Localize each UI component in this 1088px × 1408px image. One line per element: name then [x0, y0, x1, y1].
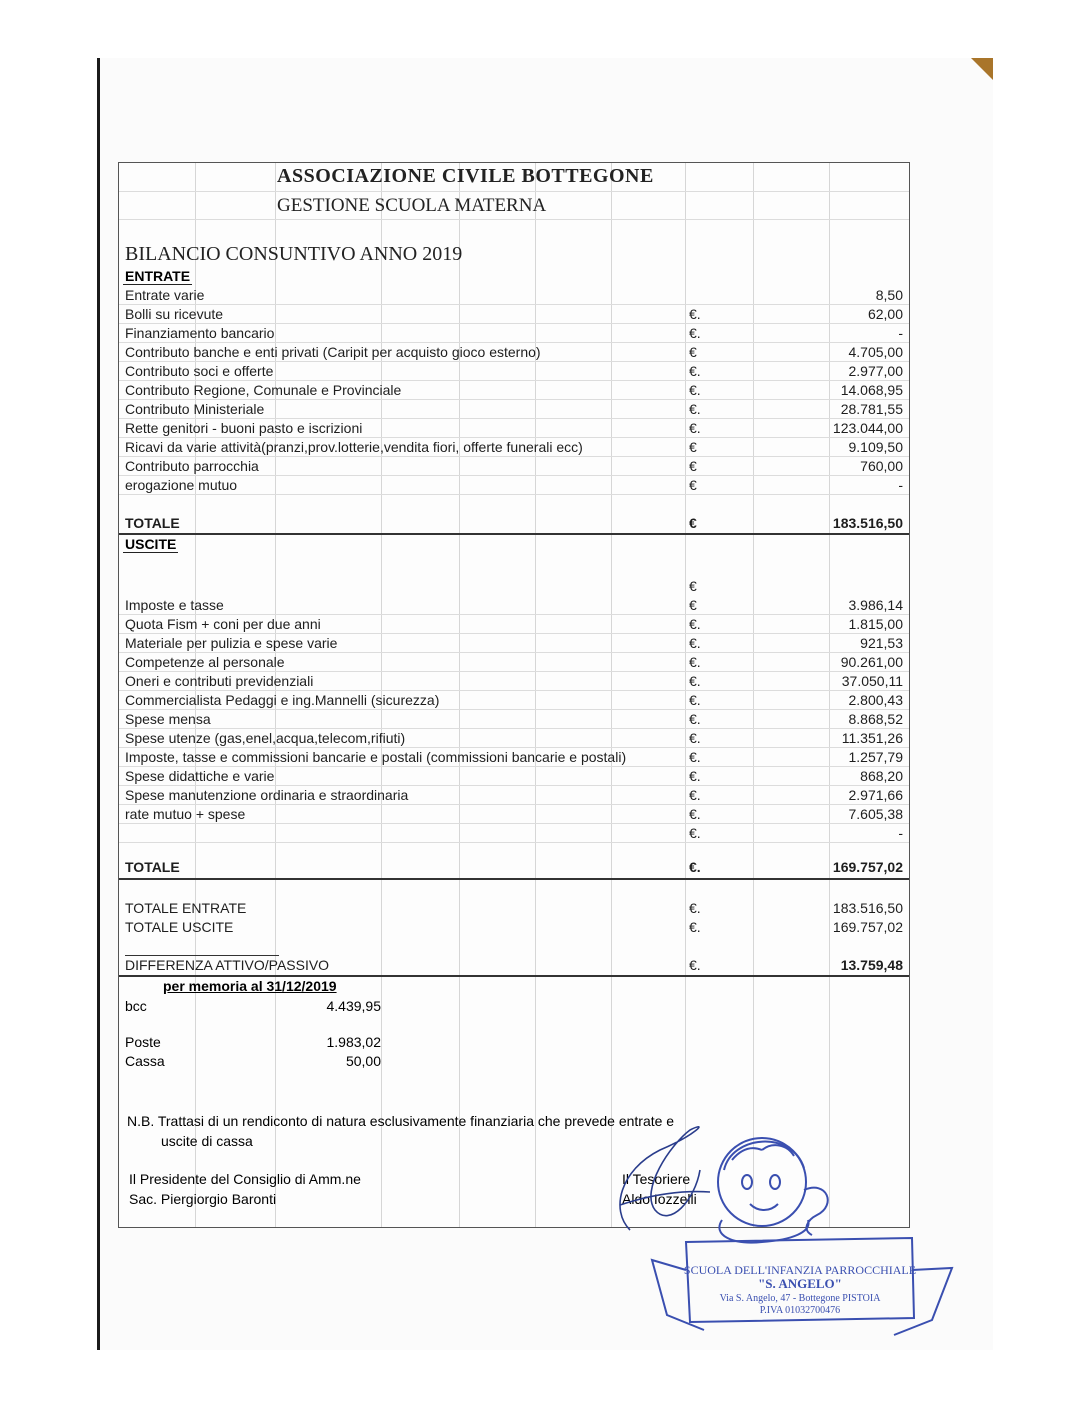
- entrate-label: Finanziamento bancario: [125, 325, 275, 341]
- uscite-currency: €.: [689, 711, 701, 727]
- uscite-currency: €.: [689, 616, 701, 632]
- uscite-label: rate mutuo + spese: [125, 806, 246, 822]
- section-rule: [119, 533, 909, 535]
- entrate-value: 14.068,95: [840, 382, 903, 398]
- entrate-label: Contributo Regione, Comunale e Provinciale: [125, 382, 402, 398]
- entrate-value: 62,00: [867, 306, 903, 322]
- memo-row-poste: [125, 1033, 381, 1052]
- uscite-currency: €.: [689, 692, 701, 708]
- uscite-row: [119, 672, 909, 691]
- entrate-currency: €.: [689, 363, 701, 379]
- entrate-value: 760,00: [860, 458, 903, 474]
- summary-entrate-row: [119, 899, 909, 918]
- uscite-value: 37.050,11: [841, 673, 903, 689]
- section-rule: [119, 878, 909, 880]
- uscite-value: 90.261,00: [840, 654, 903, 670]
- uscite-currency: €.: [689, 635, 701, 651]
- uscite-currency: €.: [689, 749, 701, 765]
- uscite-value: 3.986,14: [848, 597, 903, 613]
- uscite-label: Competenze al personale: [125, 654, 285, 670]
- memo-label: Poste: [125, 1034, 161, 1050]
- uscite-label: Materiale per pulizia e spese varie: [125, 635, 338, 651]
- uscite-value: 868,20: [860, 768, 903, 784]
- summary-entrate-label: TOTALE ENTRATE: [125, 900, 247, 916]
- entrate-value: 123.044,00: [832, 420, 903, 436]
- uscite-currency: €.: [689, 673, 701, 689]
- note-line-1: N.B. Trattasi di un rendiconto di natura esclusivamente finanziaria che prevede entrate e: [127, 1113, 675, 1129]
- entrate-currency: €.: [689, 325, 701, 341]
- uscite-label: Spese manutenzione ordinaria e straordinaria: [125, 787, 409, 803]
- memo-label: Cassa: [125, 1053, 165, 1069]
- note-line-2: uscite di cassa: [161, 1133, 253, 1149]
- entrate-currency: €.: [689, 306, 701, 322]
- org-title: ASSOCIAZIONE CIVILE BOTTEGONE: [277, 165, 654, 187]
- grid-row-line: [119, 494, 909, 495]
- uscite-row: [119, 653, 909, 672]
- uscite-value: 1.815,00: [848, 616, 903, 632]
- balance-sheet-table: [118, 162, 910, 1228]
- memo-row-bcc: [125, 997, 381, 1016]
- entrate-row: [119, 362, 909, 381]
- uscite-total-row: [119, 858, 909, 877]
- uscite-label: Imposte, tasse e commissioni bancarie e postali (commissioni bancarie e postali): [125, 749, 627, 765]
- entrate-row: [119, 457, 909, 476]
- uscite-value: 2.971,66: [848, 787, 903, 803]
- uscite-currency: €.: [689, 825, 701, 841]
- difference-row: [119, 956, 909, 975]
- entrate-label: Entrate varie: [125, 287, 205, 303]
- summary-entrate-value: 183.516,50: [832, 900, 903, 916]
- entrate-row: [119, 381, 909, 400]
- uscite-blank-row: [119, 577, 909, 596]
- entrate-currency: €: [689, 477, 697, 493]
- memo-title: per memoria al 31/12/2019: [163, 978, 337, 994]
- school-stamp-icon: [612, 1120, 972, 1350]
- entrate-currency: €: [689, 344, 697, 360]
- uscite-value: 2.800,43: [848, 692, 903, 708]
- uscite-label: Quota Fism + coni per due anni: [125, 616, 321, 632]
- grid-row-line: [119, 191, 909, 192]
- uscite-row: [119, 748, 909, 767]
- uscite-value: -: [898, 825, 903, 841]
- entrate-row: [119, 343, 909, 362]
- entrate-total-value: 183.516,50: [832, 515, 903, 531]
- president-role: Il Presidente del Consiglio di Amm.ne: [129, 1171, 361, 1187]
- memo-value: 4.439,95: [326, 998, 381, 1014]
- uscite-label: Commercialista Pedaggi e ing.Mannelli (sicurezza): [125, 692, 440, 708]
- entrate-label: erogazione mutuo: [125, 477, 238, 493]
- uscite-value: 921,53: [860, 635, 903, 651]
- uscite-label: Imposte e tasse: [125, 597, 224, 613]
- entrate-currency: €.: [689, 420, 701, 436]
- page-corner: [971, 58, 993, 80]
- uscite-label: Spese utenze (gas,enel,acqua,telecom,rifiuti): [125, 730, 406, 746]
- uscite-currency: €.: [689, 654, 701, 670]
- entrate-value: 2.977,00: [848, 363, 903, 379]
- entrate-label: Rette genitori - buoni pasto e iscrizioni: [125, 420, 363, 436]
- entrate-section-title: ENTRATE: [125, 268, 191, 284]
- uscite-total-currency: €.: [689, 859, 701, 875]
- summary-uscite-currency: €.: [689, 919, 701, 935]
- org-subtitle: GESTIONE SCUOLA MATERNA: [277, 195, 547, 216]
- president-name: Sac. Piergiorgio Baronti: [129, 1191, 277, 1207]
- uscite-currency: €.: [689, 730, 701, 746]
- uscite-row: [119, 805, 909, 824]
- treasurer-name: Aldo Iozzelli: [622, 1191, 697, 1207]
- summary-uscite-label: TOTALE USCITE: [125, 919, 234, 935]
- entrate-label: Contributo soci e offerte: [125, 363, 274, 379]
- entrate-row: [119, 324, 909, 343]
- uscite-label: Spese didattiche e varie: [125, 768, 275, 784]
- uscite-row: [119, 596, 909, 615]
- uscite-section-title: USCITE: [125, 536, 177, 552]
- uscite-currency: €.: [689, 768, 701, 784]
- section-rule: [119, 975, 909, 977]
- entrate-value: 28.781,55: [840, 401, 903, 417]
- uscite-row: [119, 634, 909, 653]
- uscite-row: [119, 729, 909, 748]
- uscite-total-value: 169.757,02: [832, 859, 903, 875]
- entrate-currency: €.: [689, 382, 701, 398]
- memo-label: bcc: [125, 998, 147, 1014]
- entrate-currency: €: [689, 439, 697, 455]
- uscite-value: 7.605,38: [848, 806, 903, 822]
- stamp-line-2: "S. ANGELO": [758, 1276, 842, 1291]
- difference-label: DIFFERENZA ATTIVO/PASSIVO: [125, 957, 330, 973]
- entrate-row: [119, 419, 909, 438]
- uscite-value: 11.351,26: [841, 730, 903, 746]
- memo-value: 1.983,02: [326, 1034, 381, 1050]
- entrate-row: [119, 305, 909, 324]
- entrate-row: [119, 400, 909, 419]
- entrate-row: [119, 476, 909, 495]
- stamp-line-3: Via S. Angelo, 47 - Bottegone PISTOIA: [719, 1293, 881, 1304]
- memo-value: 50,00: [345, 1053, 381, 1069]
- entrate-label: Contributo banche e enti privati (Caripit per acquisto gioco esterno): [125, 344, 541, 360]
- uscite-currency: €: [689, 597, 697, 613]
- stamp-line-1: SCUOLA DELL'INFANZIA PARROCCHIALE: [683, 1263, 917, 1277]
- entrate-total-currency: €: [689, 515, 697, 531]
- memo-row-cassa: [125, 1052, 381, 1071]
- entrate-value: -: [898, 325, 903, 341]
- grid-row-line: [119, 219, 909, 220]
- entrate-value: -: [898, 477, 903, 493]
- difference-currency: €.: [689, 957, 701, 973]
- uscite-blank-currency: €: [689, 578, 697, 594]
- entrate-currency: €: [689, 458, 697, 474]
- uscite-row: [119, 767, 909, 786]
- uscite-row: [119, 615, 909, 634]
- report-title: BILANCIO CONSUNTIVO ANNO 2019: [125, 243, 463, 265]
- uscite-label: Spese mensa: [125, 711, 211, 727]
- entrate-value: 4.705,00: [848, 344, 903, 360]
- entrate-label: Contributo Ministeriale: [125, 401, 265, 417]
- grid-row-line: [119, 842, 909, 843]
- stamp-line-4: P.IVA 01032700476: [759, 1305, 841, 1316]
- entrate-label: Ricavi da varie attività(pranzi,prov.lotterie,vendita fiori, offerte funerali ecc): [125, 439, 583, 455]
- uscite-row: [119, 824, 909, 843]
- entrate-label: Contributo parrocchia: [125, 458, 259, 474]
- entrate-value: 9.109,50: [848, 439, 903, 455]
- uscite-row: [119, 710, 909, 729]
- summary-uscite-row: [119, 918, 909, 937]
- entrate-row: [119, 438, 909, 457]
- uscite-value: 1.257,79: [848, 749, 903, 765]
- summary-uscite-value: 169.757,02: [832, 919, 903, 935]
- entrate-value: 8,50: [875, 287, 903, 303]
- summary-entrate-currency: €.: [689, 900, 701, 916]
- uscite-row: [119, 786, 909, 805]
- entrate-label: Bolli su ricevute: [125, 306, 224, 322]
- uscite-currency: €.: [689, 787, 701, 803]
- uscite-label: Oneri e contributi previdenziali: [125, 673, 314, 689]
- entrate-total-label: TOTALE: [125, 515, 180, 531]
- uscite-total-label: TOTALE: [125, 859, 180, 875]
- entrate-total-row: [119, 514, 909, 533]
- treasurer-role: Il Tesoriere: [622, 1171, 691, 1187]
- difference-value: 13.759,48: [840, 957, 903, 973]
- entrate-row: [119, 286, 909, 305]
- uscite-currency: €.: [689, 806, 701, 822]
- uscite-row: [119, 691, 909, 710]
- uscite-value: 8.868,52: [848, 711, 903, 727]
- entrate-currency: €.: [689, 401, 701, 417]
